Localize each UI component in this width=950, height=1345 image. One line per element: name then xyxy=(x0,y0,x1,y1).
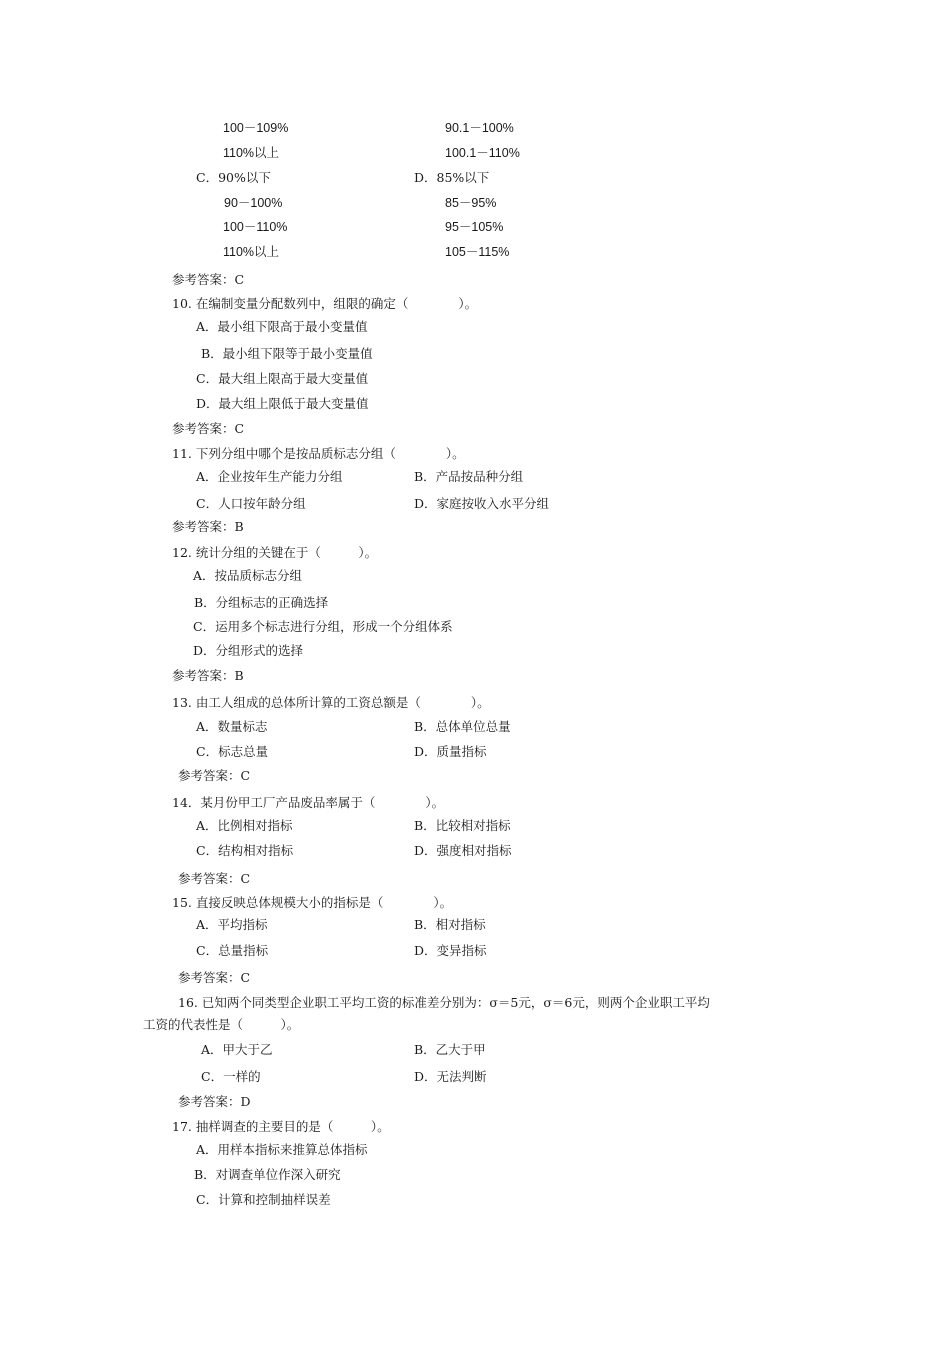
question-stem-line2: 工资的代表性是（ ）。 xyxy=(143,1017,300,1032)
option-c: C．总量指标 xyxy=(196,943,269,958)
q9-range-text: 90.1－100% xyxy=(445,121,514,135)
option-a: A．企业按年生产能力分组 xyxy=(196,469,343,484)
q9-range-text: 85－95% xyxy=(445,196,497,210)
option-d: D．分组形式的选择 xyxy=(193,643,304,658)
option-b: B．总体单位总量 xyxy=(414,719,511,734)
option-c: C．运用多个标志进行分组，形成一个分组体系 xyxy=(193,619,453,634)
answer: 参考答案：C xyxy=(172,421,245,436)
q9-range-text: 110%以上 xyxy=(223,146,280,160)
option-a: A．比例相对指标 xyxy=(196,818,293,833)
option-c: C．人口按年龄分组 xyxy=(196,496,306,511)
option-c: C．结构相对指标 xyxy=(196,843,294,858)
answer: 参考答案：B xyxy=(172,519,244,534)
option-c: C．计算和控制抽样误差 xyxy=(196,1192,331,1207)
answer: 参考答案：D xyxy=(178,1094,251,1109)
question-stem: 11. 下列分组中哪个是按品质标志分组（ ）。 xyxy=(172,446,465,461)
option-b: B．分组标志的正确选择 xyxy=(194,595,329,610)
option-d: D．无法判断 xyxy=(414,1069,487,1084)
option-a: A．数量标志 xyxy=(196,719,268,734)
option-b: B．最小组下限等于最小变量值 xyxy=(201,346,373,361)
question-stem: 13. 由工人组成的总体所计算的工资总额是（ ）。 xyxy=(172,695,490,710)
answer: 参考答案：C xyxy=(178,970,251,985)
option-d: D．质量指标 xyxy=(414,744,487,759)
q9-option-d: D．85%以下 xyxy=(414,170,490,185)
q9-range-text: 95－105% xyxy=(445,220,504,234)
answer: 参考答案：C xyxy=(178,871,251,886)
q9-range-text: 90－100% xyxy=(224,196,283,210)
question-stem-line1: 16. 已知两个同类型企业职工平均工资的标准差分别为：σ＝5元，σ＝6元，则两个企业职工平均 xyxy=(178,995,710,1010)
option-a: A．用样本指标来推算总体指标 xyxy=(196,1142,368,1157)
option-a: A．平均指标 xyxy=(196,917,268,932)
option-b: B．对调查单位作深入研究 xyxy=(194,1167,341,1182)
q9-range-text: 105－115% xyxy=(445,245,510,259)
question-stem: 15. 直接反映总体规模大小的指标是（ ）。 xyxy=(172,895,453,910)
q9-range-text: 100.1－110% xyxy=(445,146,520,160)
option-d: D．家庭按收入水平分组 xyxy=(414,496,550,511)
option-a: A．按品质标志分组 xyxy=(193,568,303,583)
option-d: D．最大组上限低于最大变量值 xyxy=(196,396,369,411)
question-stem: 12. 统计分组的关键在于（ ）。 xyxy=(172,545,378,560)
q9-range-text: 110%以上 xyxy=(223,245,280,259)
option-c: C．标志总量 xyxy=(196,744,269,759)
option-b: B．乙大于甲 xyxy=(414,1042,486,1057)
option-a: A．甲大于乙 xyxy=(201,1042,273,1057)
option-d: D．变异指标 xyxy=(414,943,487,958)
option-b: B．相对指标 xyxy=(414,917,486,932)
answer-q9: 参考答案：C xyxy=(172,272,245,287)
option-c: C．最大组上限高于最大变量值 xyxy=(196,371,369,386)
option-b: B．比较相对指标 xyxy=(414,818,511,833)
question-stem: 17. 抽样调查的主要目的是（ ）。 xyxy=(172,1119,390,1134)
option-a: A．最小组下限高于最小变量值 xyxy=(196,319,368,334)
option-b: B．产品按品种分组 xyxy=(414,469,524,484)
answer: 参考答案：C xyxy=(178,768,251,783)
question-stem: 10. 在编制变量分配数列中，组限的确定（ ）。 xyxy=(172,296,478,311)
question-stem: 14．某月份甲工厂产品废品率属于（ ）。 xyxy=(172,795,445,810)
q9-range-text: 100－109% xyxy=(223,121,289,135)
q9-option-c: C．90%以下 xyxy=(196,170,271,185)
option-d: D．强度相对指标 xyxy=(414,843,512,858)
option-c: C．一样的 xyxy=(201,1069,261,1084)
answer: 参考答案：B xyxy=(172,668,244,683)
q9-range-text: 100－110% xyxy=(223,220,288,234)
